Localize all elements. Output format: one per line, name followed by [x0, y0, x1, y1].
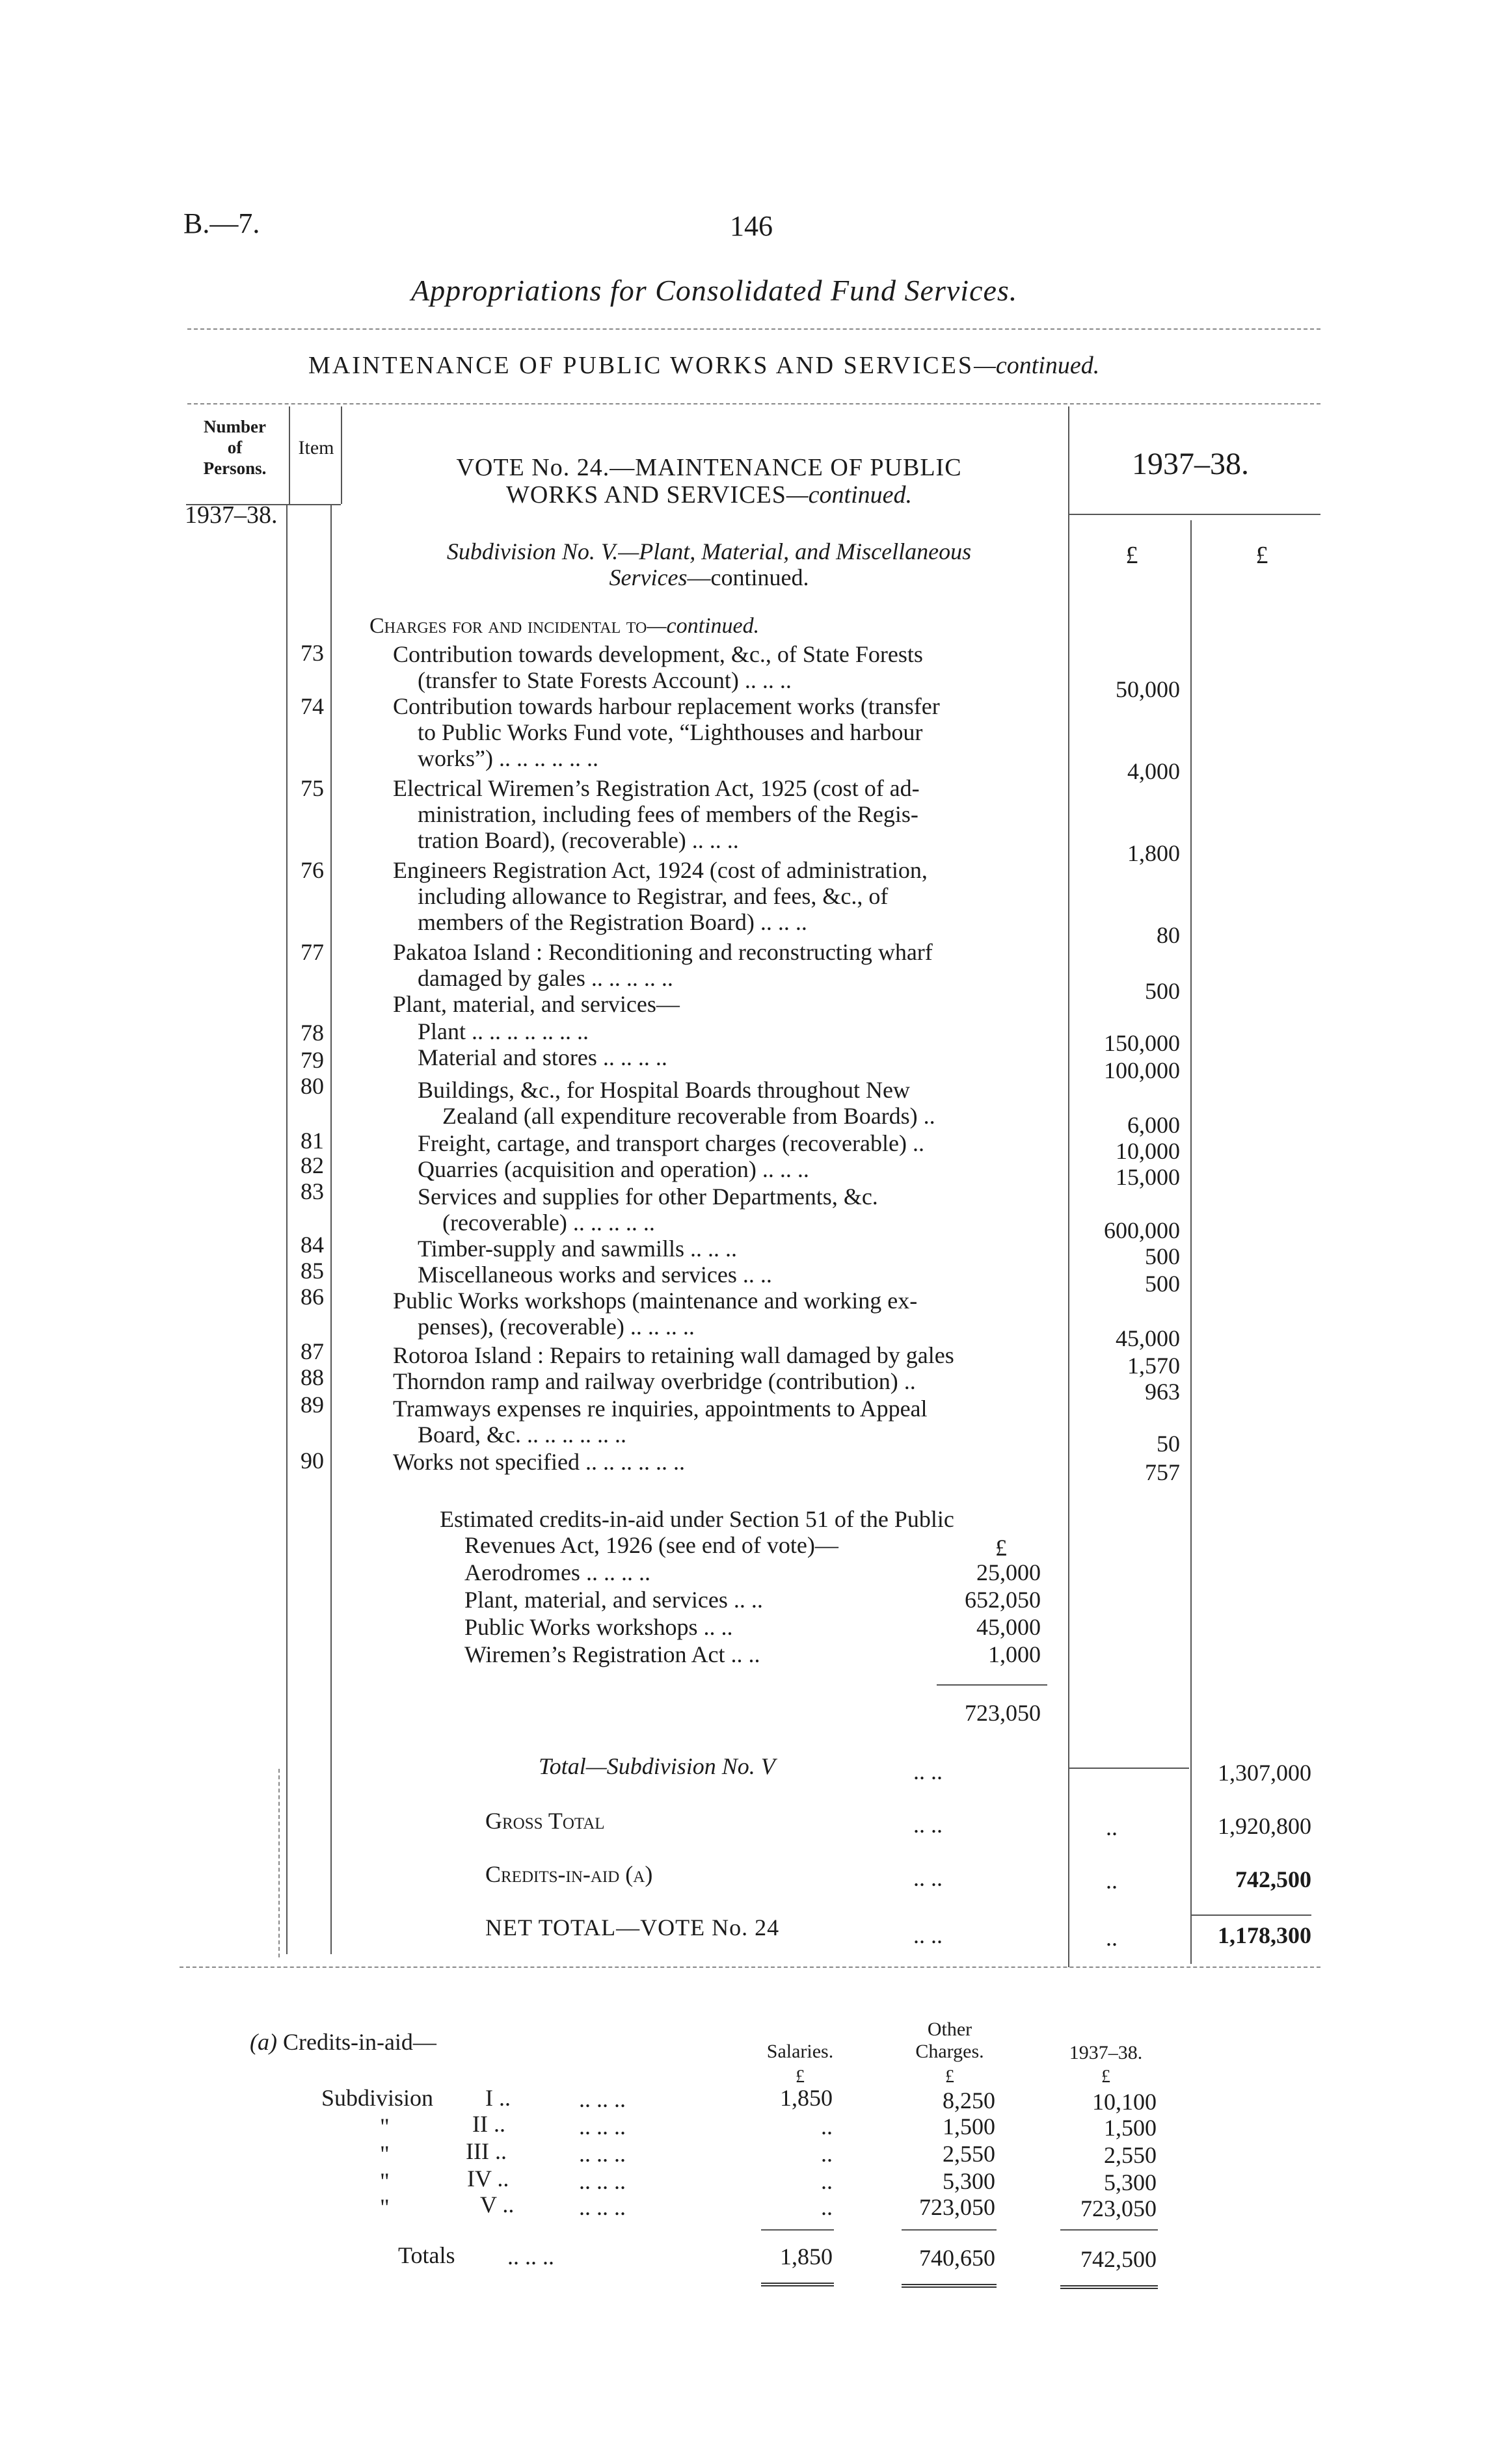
- item-amount: 50,000: [1116, 676, 1180, 702]
- footnote-title: Credits-in-aid—: [282, 2029, 436, 2055]
- footnote-other: 723,050: [919, 2194, 995, 2220]
- footnote-row-roman: IV ..: [467, 2166, 509, 2192]
- subdivision-line: [364, 564, 1054, 590]
- item-desc: to Public Works Fund vote, “Lighthouses and harbour: [418, 719, 923, 745]
- pound-sign: £: [796, 2067, 805, 2087]
- dots: .. .. ..: [579, 2194, 626, 2220]
- dots: .. .. ..: [579, 2086, 626, 2112]
- item-amount: 757: [1145, 1459, 1180, 1485]
- item-amount: 500: [1145, 1243, 1180, 1269]
- rule: [186, 504, 341, 505]
- persons-header-line: of: [227, 438, 243, 457]
- col-rule: [330, 504, 332, 1954]
- footnote-row-roman: V ..: [480, 2192, 515, 2218]
- item-desc: Material and stores .. .. .. ..: [418, 1044, 667, 1070]
- page-title: Appropriations for Consolidated Fund Services.: [411, 274, 1018, 307]
- item-number: 80: [301, 1073, 324, 1099]
- subdivision-cont: —continued.: [687, 564, 809, 590]
- rule: [1068, 1768, 1189, 1769]
- credits-row-amount: 1,000: [988, 1641, 1041, 1667]
- item-amount: 50: [1157, 1431, 1180, 1457]
- footnote-row-label: ": [380, 2168, 390, 2194]
- year-right-header: 1937–38.: [1132, 447, 1249, 481]
- item-desc: Quarries (acquisition and operation) .. .. ..: [418, 1156, 809, 1182]
- item-desc: Electrical Wiremen’s Registration Act, 1925 (cost of ad-: [393, 775, 920, 801]
- credits-row-amount: 45,000: [976, 1614, 1041, 1640]
- footnote-totals-total: 742,500: [1080, 2246, 1157, 2272]
- credits-in-aid-amount: 742,500: [1235, 1866, 1311, 1892]
- page-number: 146: [730, 210, 773, 242]
- item-number: 88: [301, 1364, 324, 1390]
- footnote-other: 5,300: [943, 2168, 995, 2194]
- rule: [1060, 2229, 1158, 2231]
- footnote-salaries: ..: [821, 2141, 833, 2167]
- item-desc: damaged by gales .. .. .. .. ..: [418, 965, 673, 991]
- footnote-row-roman: I ..: [485, 2085, 511, 2111]
- footnote-row-roman: III ..: [466, 2138, 507, 2164]
- item-desc: ministration, including fees of members of the Regis-: [418, 801, 918, 827]
- item-number: 82: [301, 1152, 324, 1178]
- section-cont: —continued.: [974, 352, 1100, 379]
- footnote-salaries: 1,850: [780, 2085, 833, 2111]
- col-other-line: Charges.: [915, 2041, 984, 2062]
- footnote-totals-salaries: 1,850: [780, 2244, 833, 2270]
- item-number: 83: [301, 1178, 324, 1204]
- vote-title-line: [364, 481, 1054, 509]
- item-desc: (recoverable) .. .. .. .. ..: [442, 1210, 655, 1236]
- vote-title-line: VOTE No. 24.—MAINTENANCE OF PUBLIC: [456, 454, 962, 481]
- credits-intro: Estimated credits-in-aid under Section 51 of the Public: [440, 1506, 954, 1532]
- rule: [1192, 1914, 1311, 1916]
- rule: [187, 328, 1320, 330]
- dots: .. .. ..: [579, 2113, 626, 2139]
- item-amount: 4,000: [1127, 758, 1180, 784]
- rule: [187, 403, 1320, 404]
- footnote-salaries: ..: [821, 2113, 833, 2139]
- item-number: 84: [301, 1232, 324, 1258]
- dots: .. ..: [913, 1922, 943, 1948]
- item-desc: works”) .. .. .. .. .. ..: [418, 745, 598, 771]
- pound-sign: £: [945, 2067, 954, 2087]
- item-header: Item: [298, 437, 334, 458]
- item-desc: Miscellaneous works and services .. ..: [418, 1262, 772, 1288]
- footnote-other: 2,550: [943, 2141, 995, 2167]
- footnote-marker: (a): [250, 2029, 277, 2055]
- subdivision-line2: Services: [609, 564, 688, 590]
- double-rule: [761, 2283, 834, 2286]
- footnote-salaries: ..: [821, 2194, 833, 2220]
- double-rule: [902, 2284, 997, 2288]
- col-rule: [1190, 520, 1192, 1964]
- item-number: 87: [301, 1338, 324, 1364]
- item-desc: Board, &c. .. .. .. .. .. ..: [418, 1422, 626, 1448]
- dots: ..: [1106, 1814, 1118, 1840]
- item-amount: 500: [1145, 978, 1180, 1004]
- item-number: 89: [301, 1392, 324, 1418]
- item-number: 74: [301, 693, 324, 719]
- item-desc: Engineers Registration Act, 1924 (cost of administration,: [393, 857, 928, 883]
- year-left-header: 1937–38.: [185, 501, 278, 529]
- footnote-salaries: ..: [821, 2168, 833, 2194]
- item-desc: Works not specified .. .. .. .. .. ..: [393, 1449, 686, 1475]
- item-desc: Contribution towards development, &c., of State Forests: [393, 641, 923, 667]
- dots: .. .. ..: [507, 2244, 554, 2270]
- net-total-amount: 1,178,300: [1218, 1922, 1311, 1948]
- page-ref: B.—7.: [183, 207, 260, 239]
- item-number: 76: [301, 857, 324, 883]
- footnote-other: 8,250: [943, 2087, 995, 2113]
- item-number: 75: [301, 775, 324, 801]
- footnote-row-label: ": [380, 2113, 390, 2139]
- credits-row-label: Aerodromes .. .. .. ..: [464, 1559, 650, 1585]
- item-desc: Buildings, &c., for Hospital Boards throughout New: [418, 1077, 910, 1103]
- dots: .. .. ..: [579, 2168, 626, 2194]
- item-amount: 45,000: [1116, 1325, 1180, 1351]
- item-amount: 100,000: [1104, 1057, 1180, 1083]
- dots: .. .. ..: [579, 2141, 626, 2167]
- credits-pound: £: [995, 1535, 1007, 1561]
- gross-total-label: Gross Total: [485, 1808, 605, 1834]
- footnote-total: 2,550: [1104, 2142, 1157, 2168]
- item-desc: tration Board), (recoverable) .. .. ..: [418, 827, 739, 853]
- double-rule: [1060, 2285, 1158, 2289]
- subdivision-heading: [364, 538, 1054, 590]
- item-desc: including allowance to Registrar, and fees, &c., of: [418, 883, 889, 909]
- subdivision-line: Subdivision No. V.—Plant, Material, and Miscellaneous: [446, 538, 972, 564]
- item-amount: 500: [1145, 1271, 1180, 1297]
- footnote-row-label: Subdivision: [321, 2085, 434, 2111]
- item-number: 77: [301, 939, 324, 965]
- item-number: 90: [301, 1448, 324, 1474]
- plant-heading: Plant, material, and services—: [393, 991, 680, 1017]
- item-desc: Contribution towards harbour replacement works (transfer: [393, 693, 940, 719]
- footnote-row-label: ": [380, 2194, 390, 2220]
- item-desc: Timber-supply and sawmills .. .. ..: [418, 1236, 737, 1262]
- item-amount: 6,000: [1127, 1112, 1180, 1138]
- credits-row-label: Plant, material, and services .. ..: [464, 1587, 763, 1613]
- dots: ..: [1106, 1868, 1118, 1894]
- rule: [1068, 514, 1320, 515]
- col-other-header: [885, 2019, 1015, 2063]
- item-desc: Public Works workshops (maintenance and working ex-: [393, 1288, 918, 1314]
- footnote-other: 1,500: [943, 2113, 995, 2139]
- persons-header-line: Persons.: [203, 458, 267, 478]
- item-amount: 80: [1157, 922, 1180, 948]
- section-title: MAINTENANCE OF PUBLIC WORKS AND SERVICES: [308, 352, 974, 379]
- credits-row-amount: 652,050: [965, 1587, 1041, 1613]
- col-salaries-header: Salaries.: [766, 2041, 834, 2062]
- charges-cont: —continued.: [647, 614, 760, 638]
- item-amount: 1,570: [1127, 1353, 1180, 1379]
- footnote-totals-other: 740,650: [919, 2245, 995, 2271]
- pound-col1: £: [1125, 542, 1138, 569]
- dots: .. ..: [913, 1812, 943, 1838]
- item-desc: Tramways expenses re inquiries, appointments to Appeal: [393, 1396, 928, 1422]
- credits-row-label: Wiremen’s Registration Act .. ..: [464, 1641, 760, 1667]
- item-desc: Zealand (all expenditure recoverable from Boards) ..: [442, 1103, 935, 1129]
- item-amount: 1,800: [1127, 840, 1180, 866]
- item-desc: Rotoroa Island : Repairs to retaining wall damaged by gales: [393, 1342, 954, 1368]
- item-desc: members of the Registration Board) .. .. ..: [418, 909, 807, 935]
- credits-total: 723,050: [965, 1700, 1041, 1726]
- item-amount: 15,000: [1116, 1164, 1180, 1190]
- footnote-total: 10,100: [1092, 2089, 1157, 2115]
- gross-total-amount: 1,920,800: [1218, 1813, 1311, 1839]
- footnote-total: 5,300: [1104, 2169, 1157, 2195]
- item-desc: Thorndon ramp and railway overbridge (contribution) ..: [393, 1368, 916, 1394]
- col-rule: [289, 406, 290, 504]
- subdivision-total-amount: 1,307,000: [1218, 1760, 1311, 1786]
- footnote-heading: [250, 2029, 436, 2055]
- credits-intro: Revenues Act, 1926 (see end of vote)—: [464, 1532, 838, 1558]
- pound-sign: £: [1101, 2067, 1110, 2087]
- credits-in-aid-label: Credits-in-aid (a): [485, 1861, 653, 1887]
- charges-label: Charges for and incidental to: [369, 614, 647, 638]
- vote-title-line2: WORKS AND SERVICES: [505, 481, 786, 509]
- footnote-total: 723,050: [1080, 2195, 1157, 2221]
- dots: .. ..: [913, 1865, 943, 1891]
- rule: [902, 2229, 997, 2231]
- item-number: 81: [301, 1128, 324, 1154]
- item-amount: 150,000: [1104, 1030, 1180, 1056]
- item-number: 79: [301, 1047, 324, 1073]
- footnote-totals-label: Totals: [398, 2242, 455, 2268]
- col-other-line: Other: [927, 2019, 972, 2040]
- footnote-row-label: ": [380, 2141, 390, 2167]
- persons-header-line: Number: [204, 417, 266, 436]
- subdivision-total-label: Total—Subdivision No. V: [539, 1753, 775, 1779]
- item-desc: Pakatoa Island : Reconditioning and reconstructing wharf: [393, 939, 933, 965]
- credits-row-amount: 25,000: [976, 1559, 1041, 1585]
- footnote-row-roman: II ..: [472, 2111, 505, 2137]
- item-desc: Plant .. .. .. .. .. .. ..: [418, 1018, 589, 1044]
- net-total-label: NET TOTAL—VOTE No. 24: [485, 1914, 780, 1941]
- item-amount: 600,000: [1104, 1217, 1180, 1243]
- rule: [180, 1967, 1320, 1968]
- item-desc: Services and supplies for other Departments, &c.: [418, 1184, 878, 1210]
- item-amount: 963: [1145, 1379, 1180, 1405]
- rule: [761, 2229, 834, 2231]
- pound-col2: £: [1255, 542, 1268, 569]
- vote-title: [364, 454, 1054, 509]
- charges-heading: [369, 614, 759, 639]
- item-number: 86: [301, 1284, 324, 1310]
- item-number: 85: [301, 1258, 324, 1284]
- credits-row-label: Public Works workshops .. ..: [464, 1614, 733, 1640]
- vote-title-cont: —continued.: [786, 481, 913, 509]
- item-number: 73: [301, 640, 324, 666]
- item-desc: (transfer to State Forests Account) .. .. ..: [418, 667, 792, 693]
- persons-header: [186, 416, 284, 479]
- col-rule: [278, 1769, 280, 1957]
- col-rule: [1068, 406, 1069, 1967]
- rule: [937, 1684, 1047, 1686]
- col-year-header: 1937–38.: [1069, 2042, 1143, 2063]
- dots: ..: [1106, 1925, 1118, 1951]
- col-rule: [341, 406, 342, 504]
- dots: .. ..: [913, 1758, 943, 1784]
- item-number: 78: [301, 1020, 324, 1046]
- footnote-total: 1,500: [1104, 2115, 1157, 2141]
- item-amount: 10,000: [1116, 1138, 1180, 1164]
- item-desc: Freight, cartage, and transport charges (recoverable) ..: [418, 1130, 924, 1156]
- item-desc: penses), (recoverable) .. .. .. ..: [418, 1314, 695, 1340]
- section-heading: [308, 351, 1099, 380]
- col-rule: [286, 504, 288, 1954]
